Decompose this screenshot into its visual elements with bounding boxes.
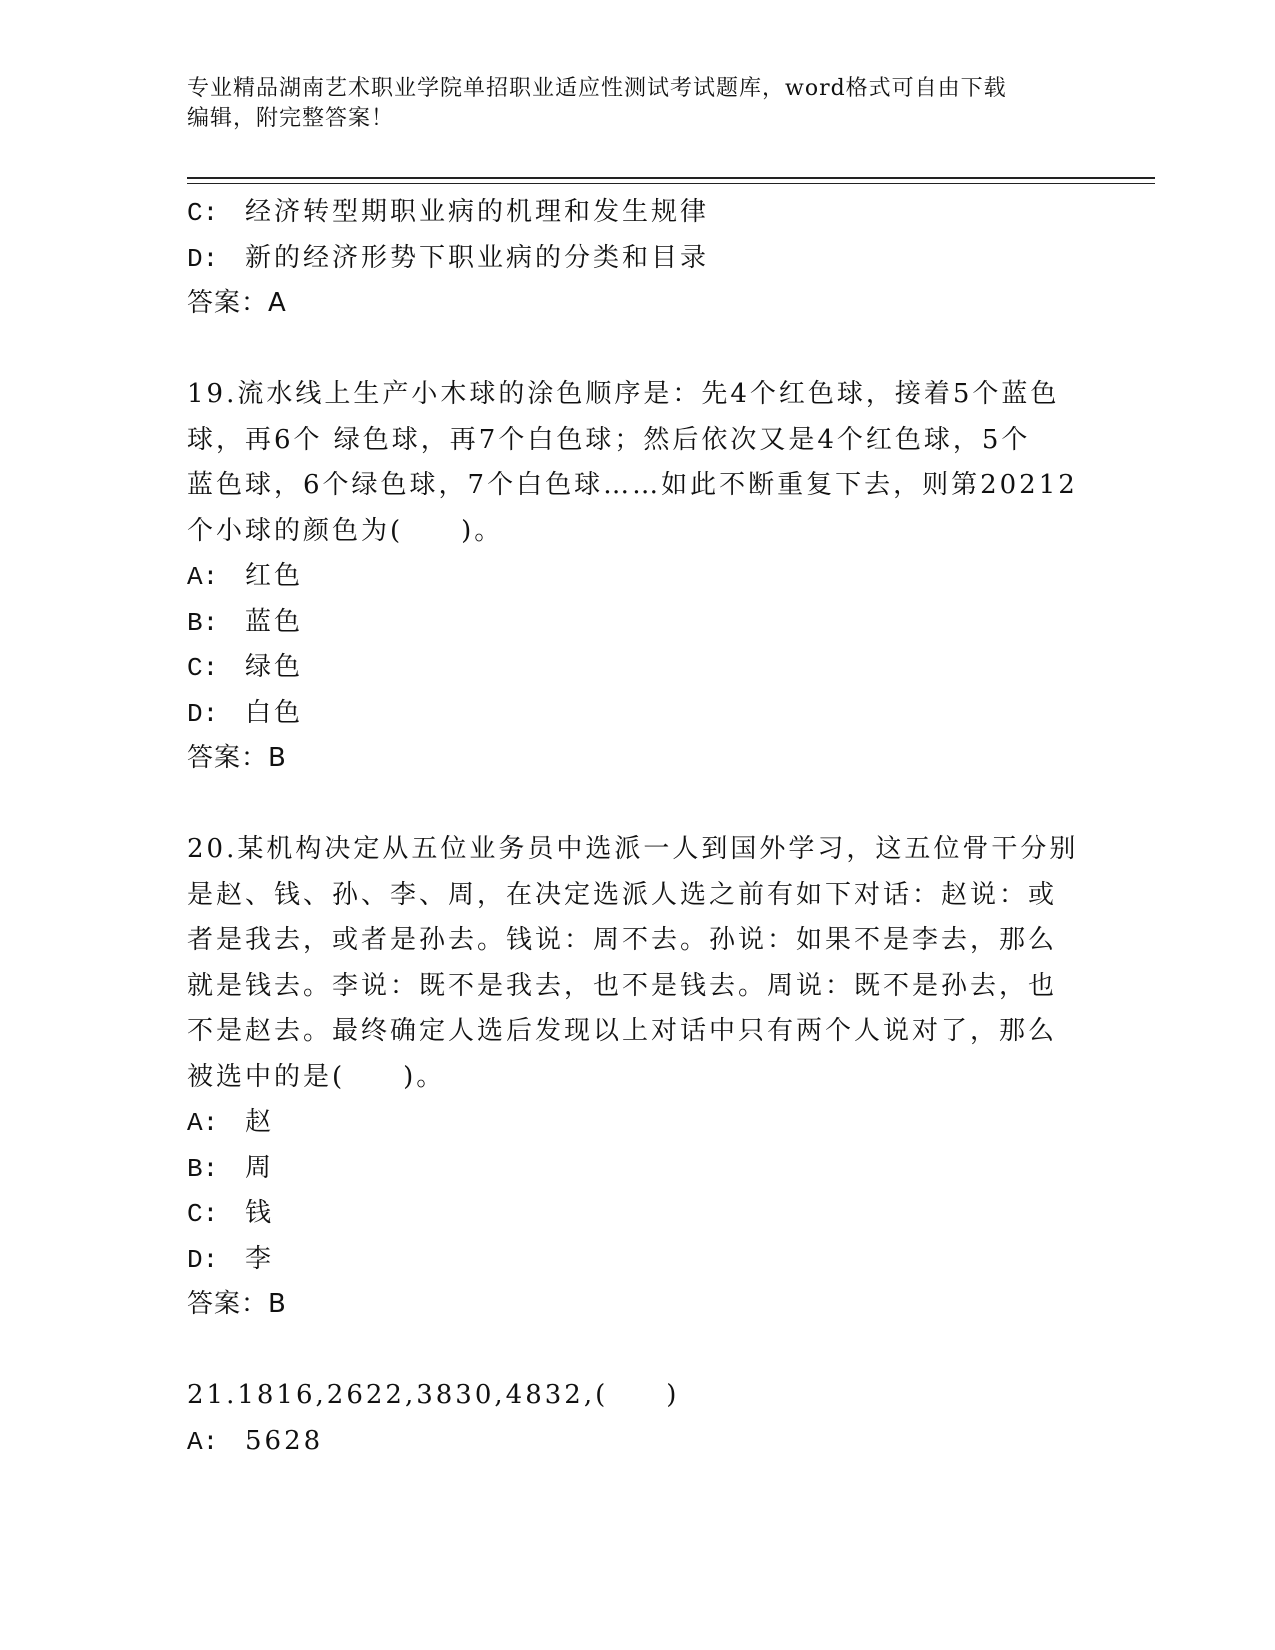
option-text: 经济转型期职业病的机理和发生规律 — [245, 197, 710, 227]
page-header — [187, 74, 1067, 134]
question-stem-line: 个小球的颜色为( )。 — [187, 515, 504, 546]
option-c — [187, 1191, 1087, 1237]
question-21 — [187, 1373, 1087, 1464]
option-c — [187, 190, 1087, 236]
option-text: 李 — [245, 1243, 275, 1274]
spacer — [187, 782, 1087, 828]
question-stem-line: 不是赵去。最终确定人选后发现以上对话中只有两个人说对了，那么 — [187, 1016, 1058, 1046]
option-a — [187, 1419, 1087, 1465]
option-letter: A: — [187, 1108, 219, 1138]
option-d — [187, 1237, 1087, 1283]
question-18-tail — [187, 190, 1087, 327]
option-letter: D: — [187, 698, 219, 729]
option-text: 周 — [245, 1152, 275, 1183]
option-letter: D: — [187, 243, 219, 274]
option-text: 赵 — [245, 1107, 275, 1137]
option-text: 红色 — [245, 561, 304, 591]
question-stem-line: 20.某机构决定从五位业务员中选派一人到国外学习，这五位骨干分别 — [187, 834, 1079, 864]
header-line-1: 专业精品湖南艺术职业学院单招职业适应性测试考试题库，word格式可自由下载 — [187, 76, 1007, 101]
question-stem-line: 19.流水线上生产小木球的涂色顺序是：先4个红色球，接着5个蓝色 — [187, 379, 1060, 409]
header-line-2: 编辑，附完整答案！ — [187, 106, 395, 131]
answer-line: 答案：B — [187, 1289, 287, 1319]
option-d — [187, 691, 1087, 737]
option-text: 新的经济形势下职业病的分类和目录 — [245, 242, 710, 273]
option-b — [187, 600, 1087, 646]
option-letter: C: — [187, 198, 219, 228]
option-letter: C: — [187, 1199, 219, 1229]
page-content — [187, 190, 1087, 1464]
option-text: 白色 — [245, 697, 304, 728]
spacer — [187, 1328, 1087, 1374]
answer-line: 答案：B — [187, 743, 287, 773]
option-letter: A: — [187, 562, 219, 592]
question-stem-line: 被选中的是( )。 — [187, 1061, 446, 1092]
question-19 — [187, 372, 1087, 782]
question-stem-line: 21.1816,2622,3830,4832,( ) — [187, 1380, 680, 1410]
option-text: 绿色 — [245, 652, 304, 682]
option-text: 钱 — [245, 1198, 275, 1228]
header-rule-thick — [187, 177, 1155, 179]
question-stem-line: 者是我去，或者是孙去。钱说：周不去。孙说：如果不是李去，那么 — [187, 925, 1058, 955]
option-letter: B: — [187, 1153, 219, 1184]
header-rule-thin — [187, 183, 1155, 184]
option-letter: C: — [187, 653, 219, 683]
option-letter: D: — [187, 1244, 219, 1275]
question-stem-line: 球，再6个 绿色球，再7个白色球；然后依次又是4个红色球，5个 — [187, 424, 1031, 455]
answer-line: 答案：A — [187, 288, 287, 318]
option-letter: B: — [187, 607, 219, 638]
option-c — [187, 645, 1087, 691]
spacer — [187, 327, 1087, 373]
question-stem-line: 是赵、钱、孙、李、周，在决定选派人选之前有如下对话：赵说：或 — [187, 879, 1058, 910]
option-text: 5628 — [245, 1425, 324, 1456]
option-a — [187, 1100, 1087, 1146]
question-stem-line: 蓝色球，6个绿色球，7个白色球……如此不断重复下去，则第20212 — [187, 470, 1078, 500]
option-letter: A: — [187, 1426, 219, 1457]
option-b — [187, 1146, 1087, 1192]
option-a — [187, 554, 1087, 600]
option-d — [187, 236, 1087, 282]
question-stem-line: 就是钱去。李说：既不是我去，也不是钱去。周说：既不是孙去，也 — [187, 970, 1058, 1001]
option-text: 蓝色 — [245, 606, 304, 637]
question-20 — [187, 827, 1087, 1328]
